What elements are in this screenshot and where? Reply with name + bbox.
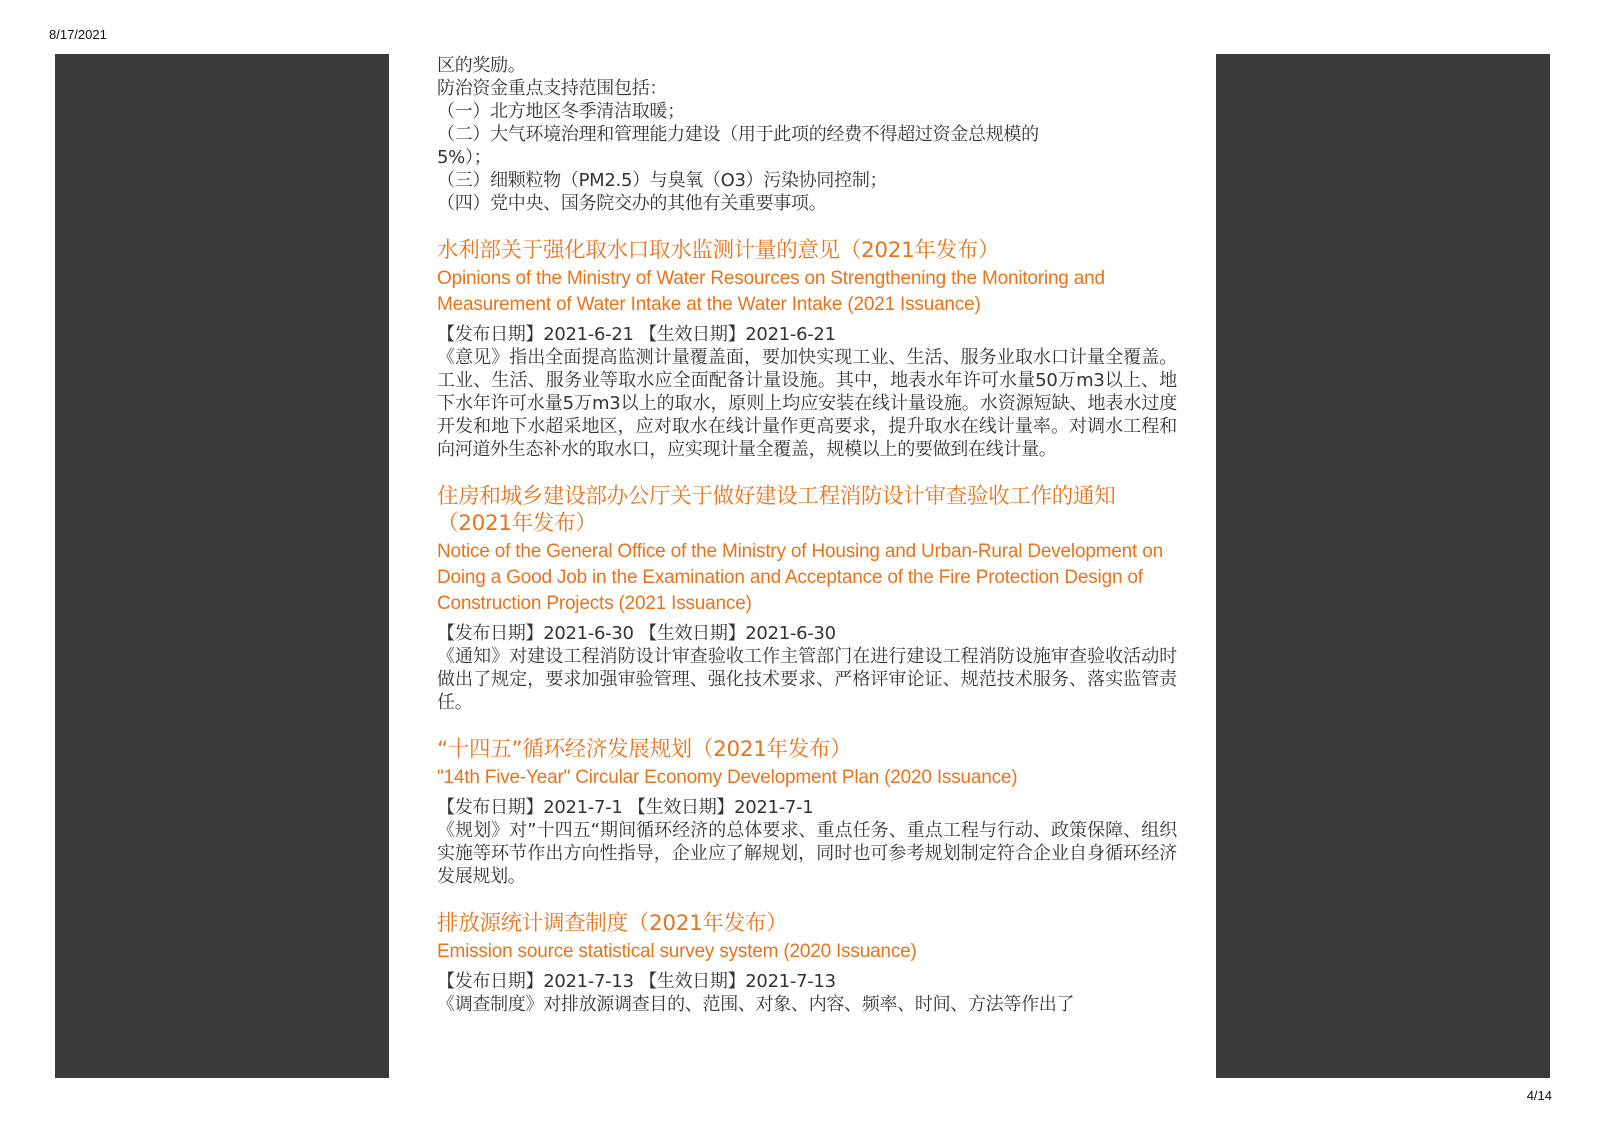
intro-line: 防治资金重点支持范围包括： bbox=[437, 78, 668, 99]
intro-line: （四）党中央、国务院交办的其他有关重要事项。 bbox=[437, 193, 827, 214]
article-title-en: Emission source statistical survey system (2020 Issuance) bbox=[437, 941, 917, 962]
article-body: 《调查制度》对排放源调查目的、范围、对象、内容、频率、时间、方法等作出了 bbox=[437, 994, 1075, 1015]
article-dates: 【发布日期】2021-7-13 【生效日期】2021-7-13 bbox=[437, 971, 836, 992]
article-dates: 【发布日期】2021-6-30 【生效日期】2021-6-30 bbox=[437, 623, 836, 644]
article-circular-economy bbox=[437, 736, 1177, 888]
article-emission-survey bbox=[437, 910, 1177, 1016]
intro-line: 区的奖励。 bbox=[437, 55, 526, 76]
article-fire-protection bbox=[437, 483, 1177, 714]
article-title-en: Notice of the General Office of the Ministry of Housing and Urban-Rural Development on Doing a Good Job in the Examination and Acceptance of the Fire Protection Design of Construction Projects (2021 Issuance) bbox=[437, 541, 1163, 614]
article-title-en: Opinions of the Ministry of Water Resources on Strengthening the Monitoring and Measurement of Water Intake at the Water Intake (2021 Issuance) bbox=[437, 268, 1105, 315]
article-body: 《通知》对建设工程消防设计审查验收工作主管部门在进行建设工程消防设施审查验收活动时做出了规定，要求加强审验管理、强化技术要求、严格评审论证、规范技术服务、落实监管责任。 bbox=[437, 646, 1177, 713]
page-number: 4/14 bbox=[1526, 1088, 1552, 1103]
article-water-intake bbox=[437, 237, 1177, 461]
article-body: 《意见》指出全面提高监测计量覆盖面，要加快实现工业、生活、服务业取水口计量全覆盖。工业、生活、服务业等取水应全面配备计量设施。其中，地表水年许可水量50万m3以上、地下水年许可水量5万m3以上的取水，原则上均应安装在线计量设施。水资源短缺、地表水过度开发和地下水超采地区，应对取水在线计量作更高要求，提升取水在线计量率。对调水工程和向河道外生态补水的取水口，应实现计量全覆盖，规模以上的要做到在线计量。 bbox=[437, 347, 1177, 460]
article-body: 《规划》对”十四五“期间循环经济的总体要求、重点任务、重点工程与行动、政策保障、组织实施等环节作出方向性指导，企业应了解规划，同时也可参考规划制定符合企业自身循环经济发展规划。 bbox=[437, 820, 1177, 887]
intro-line: 5%）； bbox=[437, 147, 492, 168]
article-title-en: "14th Five-Year" Circular Economy Development Plan (2020 Issuance) bbox=[437, 767, 1018, 788]
article-title-cn: 住房和城乡建设部办公厅关于做好建设工程消防设计审查验收工作的通知（2021年发布） bbox=[437, 484, 1116, 536]
print-date: 8/17/2021 bbox=[49, 27, 107, 42]
article-dates: 【发布日期】2021-6-21 【生效日期】2021-6-21 bbox=[437, 324, 836, 345]
right-side-panel bbox=[1216, 54, 1550, 1078]
document-content bbox=[437, 54, 1177, 1078]
article-title-cn: 水利部关于强化取水口取水监测计量的意见（2021年发布） bbox=[437, 238, 1000, 263]
left-side-panel bbox=[55, 54, 389, 1078]
intro-section bbox=[437, 54, 1177, 215]
intro-line: （三）细颗粒物（PM2.5）与臭氧（O3）污染协同控制； bbox=[437, 170, 888, 191]
intro-line: （一）北方地区冬季清洁取暖； bbox=[437, 101, 685, 122]
article-dates: 【发布日期】2021-7-1 【生效日期】2021-7-1 bbox=[437, 797, 814, 818]
article-title-cn: 排放源统计调查制度（2021年发布） bbox=[437, 911, 788, 936]
intro-line: （二）大气环境治理和管理能力建设（用于此项的经费不得超过资金总规模的 bbox=[437, 124, 1039, 145]
article-title-cn: “十四五”循环经济发展规划（2021年发布） bbox=[437, 737, 852, 762]
